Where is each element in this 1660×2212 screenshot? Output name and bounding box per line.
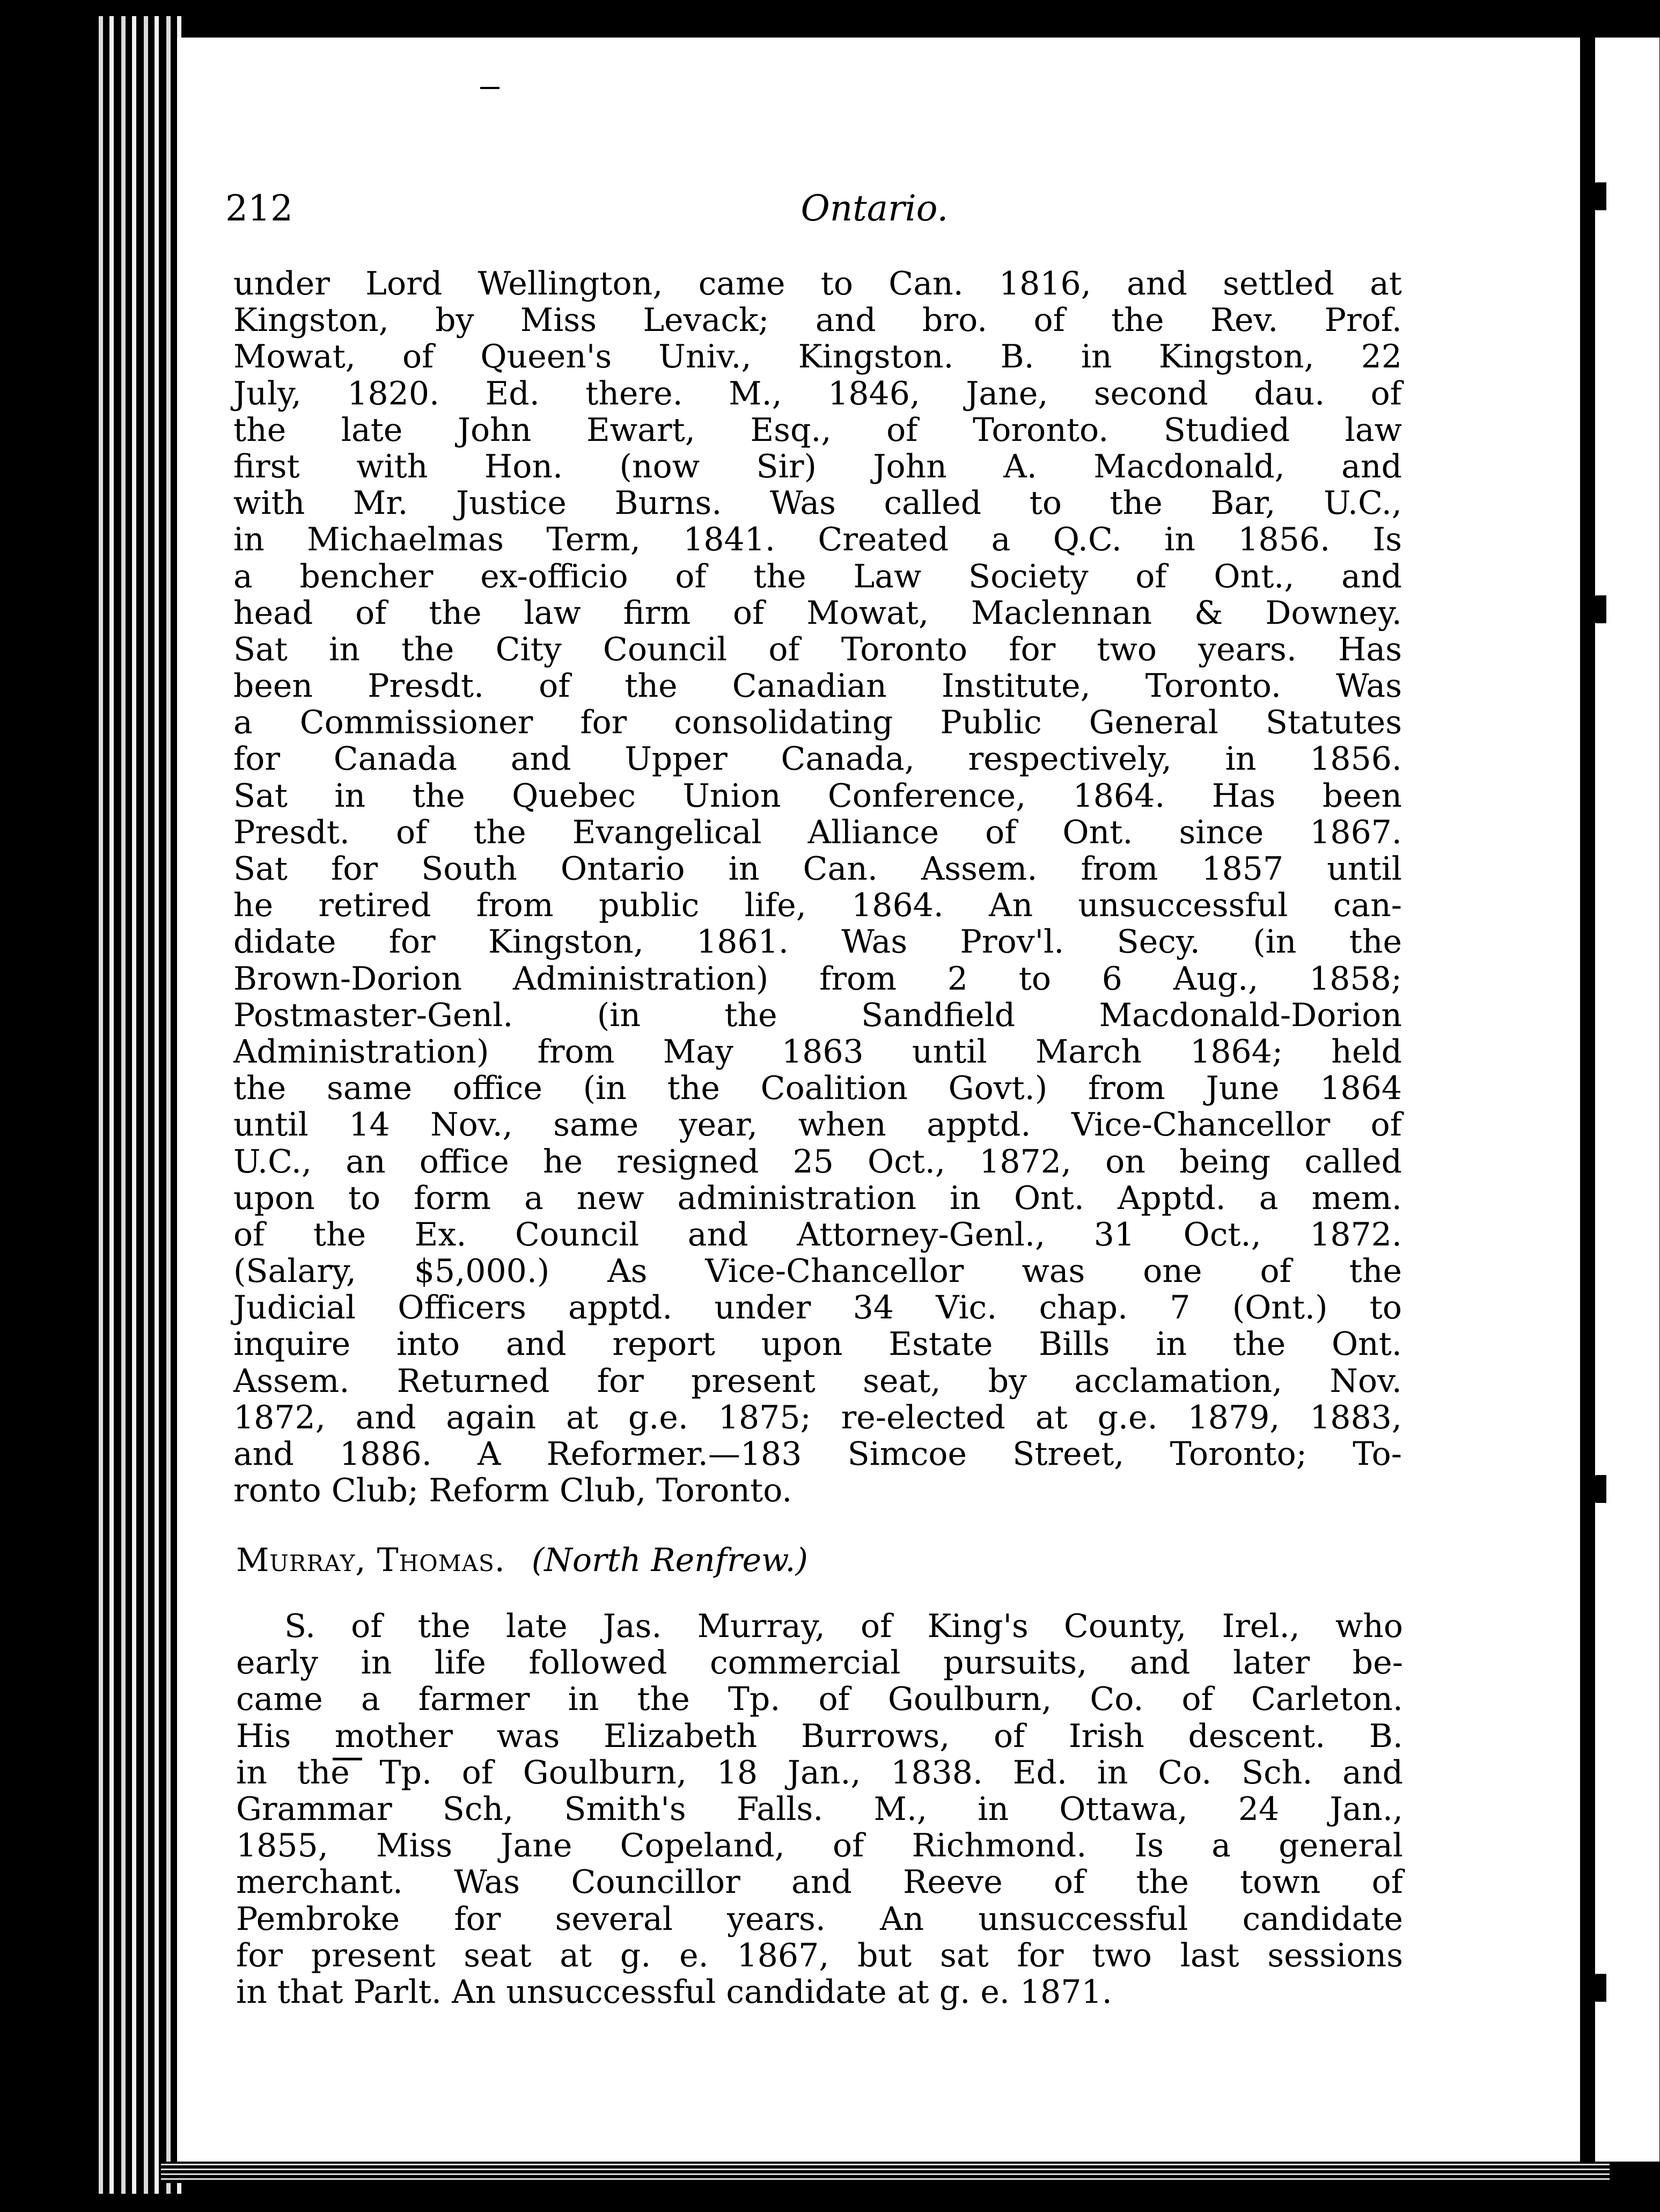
- edge-mark: [1588, 182, 1606, 210]
- bottom-page-edge: [161, 2162, 1610, 2183]
- text-line: in Michaelmas Term, 1841. Created a Q.C. in 1856. Is: [233, 521, 1402, 559]
- text-line: under Lord Wellington, came to Can. 1816, and settled at: [233, 265, 1402, 303]
- text-line: until 14 Nov., same year, when apptd. Vice-Chancellor of: [233, 1106, 1402, 1144]
- text-line: U.C., an office he resigned 25 Oct., 1872, on being called: [233, 1142, 1402, 1181]
- text-line: Brown-Dorion Administration) from 2 to 6 Aug., 1858;: [233, 960, 1402, 998]
- text-line: been Presdt. of the Canadian Institute, Toronto. Was: [233, 667, 1402, 705]
- text-line: (Salary, $5,000.) As Vice-Chancellor was one of the: [233, 1252, 1402, 1291]
- text-line: he retired from public life, 1864. An unsuccessful can-: [233, 887, 1402, 925]
- edge-mark: [1588, 595, 1606, 623]
- text-line: 1872, and again at g.e. 1875; re-elected at g.e. 1879, 1883,: [233, 1398, 1402, 1436]
- text-line: Grammar Sch, Smith's Falls. M., in Ottawa, 24 Jan.,: [236, 1790, 1403, 1828]
- text-line: in the Tp. of Goulburn, 18 Jan., 1838. Ed. in Co. Sch. and: [236, 1753, 1403, 1791]
- text-line: Sat in the Quebec Union Conference, 1864. Has been: [233, 777, 1402, 815]
- text-line: inquire into and report upon Estate Bills in the Ont.: [233, 1325, 1402, 1363]
- text-line: His mother was Elizabeth Burrows, of Irish descent. B.: [236, 1717, 1403, 1755]
- entry-mowat-continued: [233, 266, 1402, 1509]
- text-line: Kingston, by Miss Levack; and bro. of the Rev. Prof.: [233, 301, 1402, 340]
- text-line: Pembroke for several years. An unsuccessful candidate: [236, 1900, 1403, 1938]
- text-line: of the Ex. Council and Attorney-Genl., 31 Oct., 1872.: [233, 1215, 1402, 1254]
- text-line: early in life followed commercial pursuits, and later be-: [236, 1644, 1403, 1682]
- text-line: 1855, Miss Jane Copeland, of Richmond. Is a general: [236, 1827, 1403, 1865]
- text-line: the late John Ewart, Esq., of Toronto. Studied law: [233, 411, 1402, 449]
- text-line: Postmaster-Genl. (in the Sandfield Macdonald-Dorion: [233, 996, 1402, 1034]
- text-line: ronto Club; Reform Club, Toronto.: [233, 1472, 792, 1510]
- text-line: Sat in the City Council of Toronto for two years. Has: [233, 630, 1402, 668]
- text-line: S. of the late Jas. Murray, of King's County, Irel., who: [284, 1608, 1403, 1645]
- running-head: [225, 188, 1395, 236]
- text-line: Presdt. of the Evangelical Alliance of Ont. since 1867.: [233, 813, 1402, 851]
- edge-mark: [1588, 1974, 1606, 2002]
- text-line: Sat for South Ontario in Can. Assem. from 1857 until: [233, 850, 1402, 888]
- text-line: for Canada and Upper Canada, respectively, in 1856.: [233, 740, 1402, 778]
- text-line: Administration) from May 1863 until March 1864; held: [233, 1033, 1402, 1071]
- text-line: first with Hon. (now Sir) John A. Macdonald, and: [233, 447, 1402, 485]
- right-page-edge: [1580, 38, 1660, 2162]
- member-name: Murray, Thomas.: [236, 1542, 505, 1579]
- edge-mark: [1588, 1475, 1606, 1503]
- text-line: a Commissioner for consolidating Public General Statutes: [233, 704, 1402, 742]
- scan-speck: [480, 87, 500, 89]
- text-line: upon to form a new administration in Ont. Apptd. a mem.: [233, 1179, 1402, 1217]
- entry-heading-murray: [236, 1542, 808, 1579]
- text-line: didate for Kingston, 1861. Was Prov'l. Secy. (in the: [233, 923, 1402, 961]
- book-spine-edge: [91, 16, 182, 2194]
- text-line: a bencher ex-officio of the Law Society of Ont., and: [233, 557, 1402, 595]
- text-line: and 1886. A Reformer.—183 Simcoe Street, Toronto; To-: [233, 1435, 1402, 1473]
- text-line: July, 1820. Ed. there. M., 1846, Jane, second dau. of: [233, 374, 1402, 412]
- text-line: merchant. Was Councillor and Reeve of the town of: [236, 1863, 1403, 1901]
- text-line: in that Parlt. An unsuccessful candidate at g. e. 1871.: [236, 1973, 1112, 2011]
- text-line: came a farmer in the Tp. of Goulburn, Co. of Carleton.: [236, 1680, 1403, 1719]
- text-line: with Mr. Justice Burns. Was called to the Bar, U.C.,: [233, 484, 1402, 522]
- constituency: (North Renfrew.): [531, 1542, 808, 1579]
- running-title: Ontario.: [800, 188, 949, 229]
- entry-murray-body: [236, 1608, 1403, 2010]
- text-line: the same office (in the Coalition Govt.) from June 1864: [233, 1070, 1402, 1108]
- text-line: for present seat at g. e. 1867, but sat for two last sessions: [236, 1936, 1403, 1974]
- text-line: Judicial Officers apptd. under 34 Vic. chap. 7 (Ont.) to: [233, 1289, 1402, 1327]
- text-line: head of the law firm of Mowat, Maclennan & Downey.: [233, 594, 1402, 632]
- text-line: Mowat, of Queen's Univ., Kingston. B. in Kingston, 22: [233, 338, 1402, 376]
- text-line: Assem. Returned for present seat, by acclamation, Nov.: [233, 1362, 1402, 1400]
- page-number: 212: [225, 188, 293, 229]
